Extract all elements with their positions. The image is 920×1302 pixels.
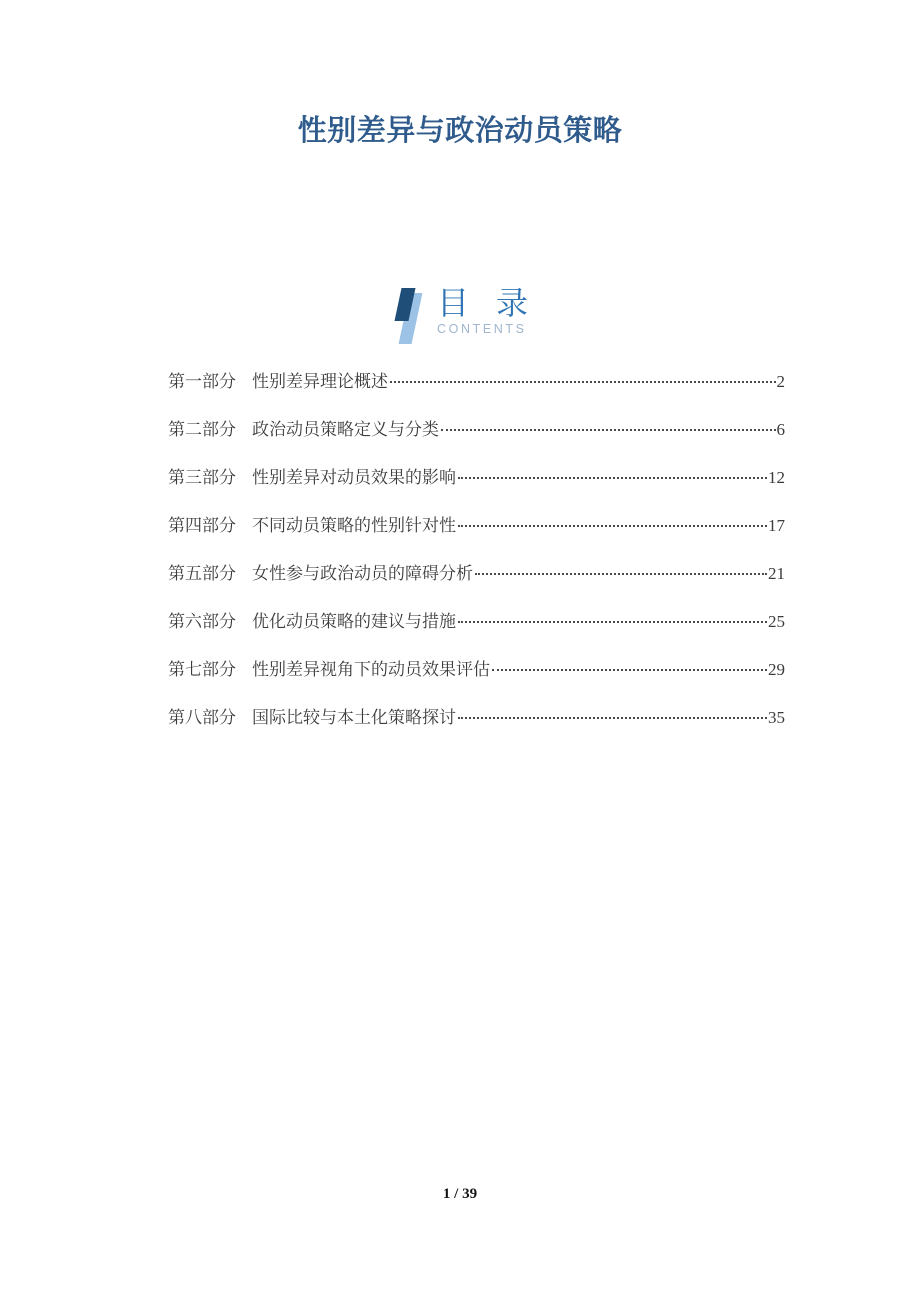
document-title: 性别差异与政治动员策略 xyxy=(297,115,623,147)
toc-entry-label: 第二部分 xyxy=(168,420,236,439)
toc-entry-label: 第五部分 xyxy=(168,564,236,583)
toc-titles xyxy=(437,286,529,336)
toc-entry-label: 第八部分 xyxy=(168,708,236,727)
toc-entry-title: 优化动员策略的建议与措施 xyxy=(252,612,456,631)
toc-list xyxy=(168,358,785,742)
toc-entry-page: 6 xyxy=(776,420,785,439)
toc-leader-dots xyxy=(390,381,776,383)
toc-heading: 目 录 xyxy=(437,285,529,321)
toc-subheading: CONTENTS xyxy=(437,322,527,336)
toc-slash-mark-icon xyxy=(391,286,429,348)
page-footer xyxy=(0,1186,920,1203)
toc-entry[interactable] xyxy=(168,598,785,646)
toc-entry-page: 29 xyxy=(768,660,785,679)
toc-header xyxy=(0,286,920,348)
toc-entry-title: 女性参与政治动员的障碍分析 xyxy=(252,564,473,583)
toc-entry-page: 25 xyxy=(768,612,785,631)
page-number: 1 / 39 xyxy=(442,1186,478,1202)
toc-entry-label: 第六部分 xyxy=(168,612,236,631)
toc-leader-dots xyxy=(458,477,767,479)
toc-entry-label: 第一部分 xyxy=(168,372,236,391)
toc-entry-label: 第三部分 xyxy=(168,468,236,487)
toc-entry[interactable] xyxy=(168,502,785,550)
toc-entry[interactable] xyxy=(168,454,785,502)
toc-entry-title: 性别差异对动员效果的影响 xyxy=(252,468,456,487)
toc-entry-title: 不同动员策略的性别针对性 xyxy=(252,516,456,535)
toc-entry-page: 2 xyxy=(776,372,785,391)
toc-entry[interactable] xyxy=(168,406,785,454)
toc-entry-title: 政治动员策略定义与分类 xyxy=(252,420,439,439)
toc-entry[interactable] xyxy=(168,550,785,598)
toc-leader-dots xyxy=(458,621,767,623)
toc-leader-dots xyxy=(458,525,767,527)
toc-entry-title: 国际比较与本土化策略探讨 xyxy=(252,708,456,727)
toc-entry[interactable] xyxy=(168,646,785,694)
toc-entry-label: 第七部分 xyxy=(168,660,236,679)
toc-leader-dots xyxy=(458,717,767,719)
toc-entry[interactable] xyxy=(168,694,785,742)
toc-entry-title: 性别差异视角下的动员效果评估 xyxy=(252,660,490,679)
toc-entry-title: 性别差异理论概述 xyxy=(252,372,388,391)
toc-entry-label: 第四部分 xyxy=(168,516,236,535)
toc-entry[interactable] xyxy=(168,358,785,406)
toc-leader-dots xyxy=(441,429,776,431)
toc-entry-page: 35 xyxy=(768,708,785,727)
toc-entry-page: 12 xyxy=(768,468,785,487)
toc-entry-page: 17 xyxy=(768,516,785,535)
toc-leader-dots xyxy=(475,573,767,575)
toc-leader-dots xyxy=(492,669,767,671)
toc-entry-page: 21 xyxy=(768,564,785,583)
